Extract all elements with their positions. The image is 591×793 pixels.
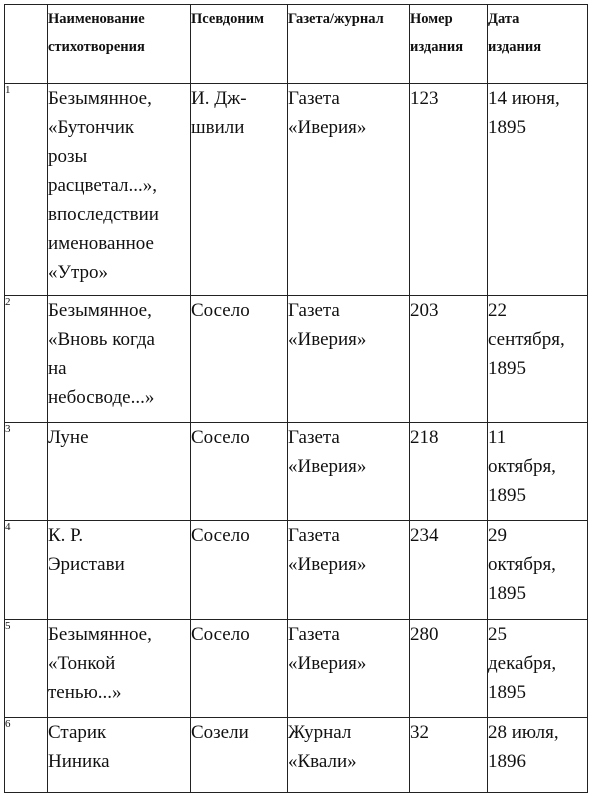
publication-date-line: 11 xyxy=(488,427,507,448)
publication-date-line: 1895 xyxy=(488,583,526,604)
periodical-cell xyxy=(288,296,410,423)
table-row xyxy=(5,296,588,423)
row-number: 6 xyxy=(5,718,11,730)
pseudonym-line: Сосело xyxy=(191,427,250,448)
issue-number: 234 xyxy=(410,525,439,546)
poem-title-line: К. Р. xyxy=(48,525,84,546)
table-row xyxy=(5,84,588,296)
poem-title-line: на xyxy=(48,358,67,379)
row-number-cell xyxy=(5,521,48,620)
poem-title-line: именованное xyxy=(48,233,154,254)
periodical-line: «Иверия» xyxy=(288,117,367,138)
issue-number-cell xyxy=(410,423,488,521)
header-row xyxy=(5,5,588,84)
periodical-line: «Иверия» xyxy=(288,653,367,674)
row-number-cell xyxy=(5,620,48,718)
poem-title-line: впоследствии xyxy=(48,204,159,225)
poem-title-line: «Утро» xyxy=(48,262,108,283)
poem-title-cell xyxy=(48,620,191,718)
issue-number: 32 xyxy=(410,722,429,743)
periodical-cell xyxy=(288,84,410,296)
row-number-cell xyxy=(5,84,48,296)
issue-number-cell xyxy=(410,84,488,296)
periodical-cell xyxy=(288,620,410,718)
poem-title-cell xyxy=(48,84,191,296)
publication-date-line: 29 xyxy=(488,525,507,546)
row-number: 1 xyxy=(5,84,11,96)
header-periodical-text: Газета/журнал xyxy=(288,11,384,27)
publication-date-line: 1896 xyxy=(488,751,526,772)
poem-title-cell xyxy=(48,521,191,620)
pseudonym-line: Сосело xyxy=(191,624,250,645)
row-number-cell xyxy=(5,423,48,521)
pseudonym-line: Сосело xyxy=(191,525,250,546)
issue-number-cell xyxy=(410,718,488,793)
row-number: 2 xyxy=(5,296,11,308)
periodical-line: Журнал xyxy=(288,722,352,743)
row-number: 4 xyxy=(5,521,11,533)
header-issue xyxy=(410,5,488,84)
pseudonym-cell xyxy=(191,521,288,620)
periodical-line: Газета xyxy=(288,88,340,109)
pseudonym-line: швили xyxy=(191,117,245,138)
header-periodical xyxy=(288,5,410,84)
publication-date-line: 1895 xyxy=(488,682,526,703)
row-number: 3 xyxy=(5,423,11,435)
poem-title-line: небосводе...» xyxy=(48,387,155,408)
pseudonym-line: И. Дж- xyxy=(191,88,247,109)
poem-title-line: «Бутончик xyxy=(48,117,135,138)
periodical-cell xyxy=(288,423,410,521)
periodical-line: Газета xyxy=(288,427,340,448)
table-row xyxy=(5,521,588,620)
periodical-line: «Иверия» xyxy=(288,554,367,575)
table-row xyxy=(5,620,588,718)
header-issue-line: издания xyxy=(410,39,464,55)
poem-title-line: розы xyxy=(48,146,88,167)
header-number xyxy=(5,5,48,84)
poem-title-line: Безымянное, xyxy=(48,300,152,321)
header-pseudonym xyxy=(191,5,288,84)
poem-title-line: «Тонкой xyxy=(48,653,116,674)
pseudonym-cell xyxy=(191,296,288,423)
issue-number: 203 xyxy=(410,300,439,321)
periodical-line: Газета xyxy=(288,525,340,546)
poem-title-line: Безымянное, xyxy=(48,624,152,645)
pseudonym-cell xyxy=(191,718,288,793)
row-number-cell xyxy=(5,718,48,793)
header-date xyxy=(488,5,588,84)
pseudonym-cell xyxy=(191,423,288,521)
table-row xyxy=(5,718,588,793)
poem-title-line: Луне xyxy=(48,427,89,448)
poem-title-line: тенью...» xyxy=(48,682,122,703)
issue-number-cell xyxy=(410,296,488,423)
poem-title-cell xyxy=(48,296,191,423)
header-title-line: стихотворения xyxy=(48,39,145,55)
poem-title-line: Безымянное, xyxy=(48,88,152,109)
header-date-line: издания xyxy=(488,39,542,55)
publication-date-cell xyxy=(488,521,588,620)
publication-date-cell xyxy=(488,718,588,793)
row-number: 5 xyxy=(5,620,11,632)
publication-date-cell xyxy=(488,423,588,521)
publication-date-cell xyxy=(488,620,588,718)
publication-date-line: 25 xyxy=(488,624,507,645)
publications-table xyxy=(4,4,588,793)
poem-title-cell xyxy=(48,718,191,793)
poem-title-line: Старик xyxy=(48,722,107,743)
poem-title-cell xyxy=(48,423,191,521)
header-issue-line: Номер xyxy=(410,11,453,27)
issue-number: 123 xyxy=(410,88,439,109)
pseudonym-line: Созели xyxy=(191,722,249,743)
publication-date-line: сентября, xyxy=(488,329,565,350)
pseudonym-cell xyxy=(191,620,288,718)
pseudonym-line: Сосело xyxy=(191,300,250,321)
issue-number: 218 xyxy=(410,427,439,448)
issue-number-cell xyxy=(410,521,488,620)
header-pseudonym-text: Псевдоним xyxy=(191,11,264,27)
issue-number: 280 xyxy=(410,624,439,645)
periodical-line: «Иверия» xyxy=(288,329,367,350)
publication-date-line: октября, xyxy=(488,456,556,477)
poem-title-line: «Вновь когда xyxy=(48,329,155,350)
publication-date-line: 14 июня, xyxy=(488,88,560,109)
row-number-cell xyxy=(5,296,48,423)
periodical-line: «Иверия» xyxy=(288,456,367,477)
table-row xyxy=(5,423,588,521)
periodical-cell xyxy=(288,521,410,620)
header-date-line: Дата xyxy=(488,11,520,27)
publication-date-line: декабря, xyxy=(488,653,557,674)
publication-date-cell xyxy=(488,296,588,423)
periodical-line: Газета xyxy=(288,300,340,321)
periodical-line: Газета xyxy=(288,624,340,645)
issue-number-cell xyxy=(410,620,488,718)
poem-title-line: Ниника xyxy=(48,751,110,772)
periodical-cell xyxy=(288,718,410,793)
header-title xyxy=(48,5,191,84)
publication-date-line: 1895 xyxy=(488,358,526,379)
poem-title-line: Эристави xyxy=(48,554,125,575)
publication-date-line: 28 июля, xyxy=(488,722,559,743)
pseudonym-cell xyxy=(191,84,288,296)
publication-date-line: 1895 xyxy=(488,485,526,506)
publication-date-line: 1895 xyxy=(488,117,526,138)
publication-date-line: октября, xyxy=(488,554,556,575)
periodical-line: «Квали» xyxy=(288,751,357,772)
publication-date-cell xyxy=(488,84,588,296)
header-title-line: Наименование xyxy=(48,11,145,27)
poem-title-line: расцветал...», xyxy=(48,175,157,196)
publication-date-line: 22 xyxy=(488,300,507,321)
